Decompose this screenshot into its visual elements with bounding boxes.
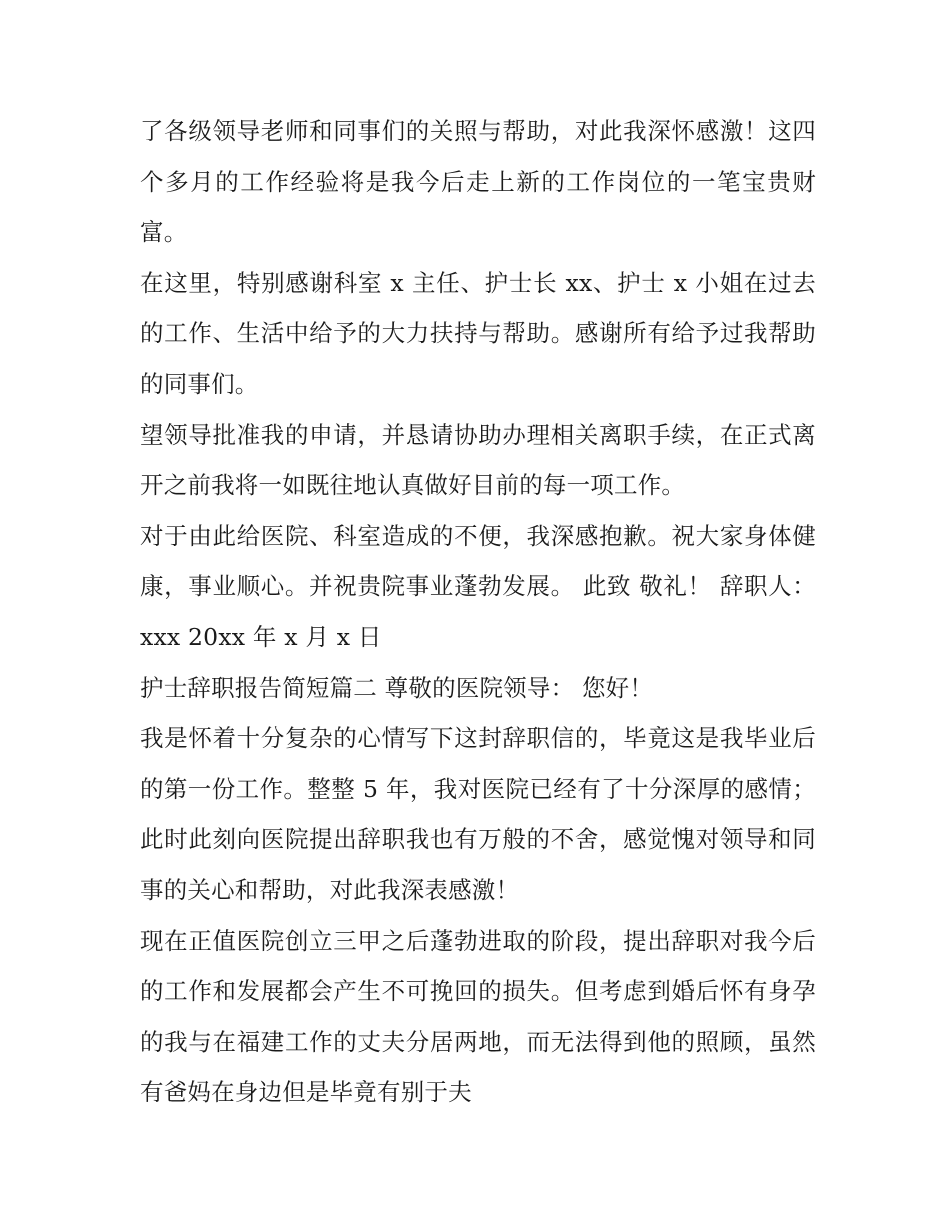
paragraph-thanks-colleagues: 在这里，特别感谢科室 x 主任、护士长 xx、护士 x 小姐在过去的工作、生活中给予的大力扶持与帮助。感谢所有给予过我帮助的同事们。 xyxy=(140,268,816,398)
paragraph-apology-signature: 对于由此给医院、科室造成的不便，我深感抱歉。祝大家身体健康，事业顺心。并祝贵院事业蓬勃发展。 此致 敬礼！ 辞职人：xxx 20xx 年 x 月 x 日 xyxy=(140,521,816,651)
paragraph-gratitude: 了各级领导老师和同事们的关照与帮助，对此我深怀感激！这四个多月的工作经验将是我今后走上新的工作岗位的一笔宝贵财富。 xyxy=(140,117,816,247)
section-heading-part-two: 护士辞职报告简短篇二 尊敬的医院领导： 您好！ xyxy=(140,673,654,702)
document-body xyxy=(140,106,816,1118)
paragraph-reason: 现在正值医院创立三甲之后蓬勃进取的阶段，提出辞职对我今后的工作和发展都会产生不可挽回的损失。但考虑到婚后怀有身孕的我与在福建工作的丈夫分居两地，而无法得到他的照顾，虽然有爸妈在身边但是毕竟有别于夫 xyxy=(140,926,816,1107)
paragraph-request-approval: 望领导批准我的申请，并恳请协助办理相关离职手续，在正式离开之前我将一如既往地认真做好目前的每一项工作。 xyxy=(140,420,816,500)
paragraph-first-job: 我是怀着十分复杂的心情写下这封辞职信的，毕竟这是我毕业后的第一份工作。整整 5 年，我对医院已经有了十分深厚的感情；此时此刻向医院提出辞职我也有万般的不舍，感觉愧对领导和同事的关心和帮助，对此我深表感激！ xyxy=(140,724,816,904)
